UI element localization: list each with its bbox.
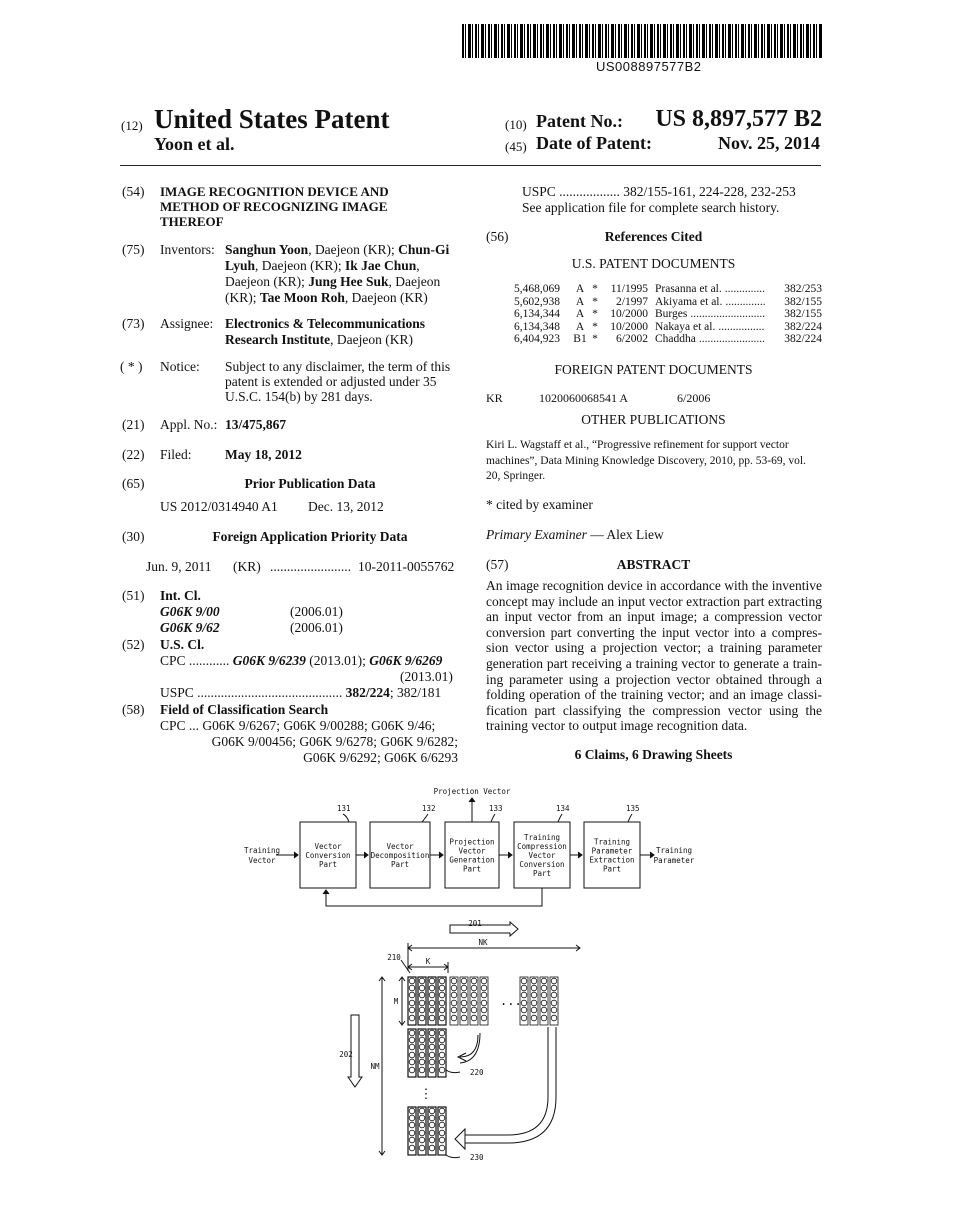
label-nm: NM xyxy=(370,1062,380,1071)
ref-star: * xyxy=(592,320,598,333)
ref-210: 210 xyxy=(387,953,401,962)
notice-line: patent is extended or adjusted under 35 xyxy=(225,374,437,389)
cpc-version: (2013.01) xyxy=(400,669,453,684)
inventor-location: , Daejeon xyxy=(388,274,441,289)
block-label-line: Projection xyxy=(449,837,495,847)
ref-number: 6,404,923 xyxy=(514,333,560,345)
document-type: United States Patent xyxy=(154,104,390,134)
int-cl-label: Int. Cl. xyxy=(160,588,201,603)
block-label-line: Part xyxy=(390,860,410,869)
us-cl-label: U.S. Cl. xyxy=(160,637,205,652)
inventor-location: , Daejeon (KR); xyxy=(308,242,399,257)
ref-name: Nakaya et al. xyxy=(655,320,716,333)
uspc-search-line xyxy=(522,184,796,200)
claims-line: 6 Claims, 6 Drawing Sheets xyxy=(574,747,733,762)
vector-column xyxy=(450,977,458,1025)
abstract-line: an input vector from an input image; a compression vector xyxy=(486,609,822,625)
ref-dots: .............. xyxy=(724,283,765,295)
field-line: G06K 9/00456; G06K 9/6278; G06K 9/6282; xyxy=(211,734,458,749)
block-label-line: Decomposition xyxy=(370,851,430,860)
vector-column xyxy=(438,1107,446,1155)
appl-no-label: Appl. No.: xyxy=(160,417,218,432)
cited-by-examiner: * cited by examiner xyxy=(486,497,593,512)
assignee-name: Research Institute xyxy=(225,332,331,347)
prior-pub-heading: Prior Publication Data xyxy=(244,476,376,491)
references-heading: References Cited xyxy=(604,229,703,244)
block-ref-132: 132 xyxy=(422,804,436,813)
ref-number: 5,468,069 xyxy=(514,283,560,295)
abstract-line: concept may include an input vector extraction part extracting xyxy=(486,593,822,609)
vector-column xyxy=(428,1029,436,1077)
title-line: THEREOF xyxy=(160,214,224,229)
vector-column xyxy=(460,977,468,1025)
abstract-text xyxy=(486,578,822,734)
field-line: CPC ... G06K 9/6267; G06K 9/00288; G06K 9/46; xyxy=(160,718,436,733)
vector-column xyxy=(408,1029,416,1077)
abstract-line: generation part receiving a training vector to generate a train- xyxy=(486,655,822,671)
ellipsis-vertical: ⋮ xyxy=(419,1087,433,1102)
ref-date: 10/2000 xyxy=(610,308,648,320)
filed-date: May 18, 2012 xyxy=(225,447,302,462)
ref-dots: ................ xyxy=(718,320,765,333)
inventors xyxy=(225,242,460,306)
barcode xyxy=(462,24,822,58)
code-54: (54) xyxy=(122,184,145,199)
filed-label: Filed: xyxy=(160,447,192,462)
fd-country: KR xyxy=(486,391,503,405)
title-line: IMAGE RECOGNITION DEVICE AND xyxy=(160,184,389,199)
op-line: machines”, Data Mining Knowledge Discovery, 2010, pp. 53-69, vol. xyxy=(486,454,806,467)
us-ref-row xyxy=(514,283,822,296)
abstract-line: ing parameter using a projection vector obtained through a xyxy=(486,671,822,687)
ref-date: 11/1995 xyxy=(610,283,648,295)
abstract-heading: ABSTRACT xyxy=(616,557,691,572)
ref-kind: A xyxy=(575,308,585,320)
label-m: M xyxy=(393,997,399,1006)
cpc-code: G06K 9/6239 xyxy=(232,653,306,668)
us-ref-row xyxy=(514,321,822,334)
field-line: G06K 9/6292; G06K 6/6293 xyxy=(303,750,458,765)
ref-star: * xyxy=(592,283,598,295)
code-21: (21) xyxy=(122,417,145,432)
publication-number: US008897577B2 xyxy=(596,59,702,74)
code-56: (56) xyxy=(486,229,509,244)
int-cl-code: G06K 9/62 xyxy=(160,620,220,635)
other-publication xyxy=(486,438,826,485)
inventor-short: Yoon et al. xyxy=(154,134,235,154)
assignee-location: , Daejeon (KR) xyxy=(330,332,413,347)
us-docs-heading: U.S. PATENT DOCUMENTS xyxy=(571,256,736,271)
foreign-ref-row xyxy=(486,390,711,406)
vector-column xyxy=(438,1029,446,1077)
int-cl-version: (2006.01) xyxy=(290,604,343,619)
notice-text xyxy=(225,359,460,404)
cpc-dots: ............ xyxy=(188,653,230,668)
int-cl-version: (2006.01) xyxy=(290,620,343,635)
block-label-line: Part xyxy=(318,860,338,869)
code-58: (58) xyxy=(122,702,145,717)
ref-class: 382/224 xyxy=(784,320,822,333)
code-51: (51) xyxy=(122,588,145,603)
fp-country: (KR) xyxy=(233,559,261,574)
uspc-label: USPC xyxy=(160,685,194,700)
assignee-name: Electronics & Telecommunications xyxy=(225,316,425,331)
code-22: (22) xyxy=(122,447,145,462)
vector-column xyxy=(418,1029,426,1077)
inventor-location: Daejeon (KR); xyxy=(225,274,309,289)
vector-column xyxy=(418,1107,426,1155)
punct: , xyxy=(416,258,420,273)
block-label-line: Extraction xyxy=(589,855,635,865)
fp-number: 10-2011-0055762 xyxy=(358,559,455,574)
vector-column xyxy=(530,977,538,1025)
notice-label: Notice: xyxy=(160,359,200,374)
op-line: Kiri L. Wagstaff et al., “Progressive refinement for support vector xyxy=(486,439,789,451)
inventor-name: Chun-Gi xyxy=(398,242,450,257)
us-references-table xyxy=(514,283,822,346)
folding-diagram xyxy=(330,915,590,1165)
fd-date: 6/2006 xyxy=(677,391,711,405)
code-10: (10) xyxy=(505,117,527,132)
uspc-line xyxy=(160,685,441,701)
vector-column xyxy=(480,977,488,1025)
ref-kind: A xyxy=(575,320,585,333)
abstract-line: fication part classifying the compression vector using the xyxy=(486,702,822,718)
assignee xyxy=(225,316,460,348)
inventor-location: (KR); xyxy=(225,290,260,305)
code-12: (12) xyxy=(121,118,143,133)
field-search-codes xyxy=(160,718,458,766)
label-projection-vector: Projection Vector xyxy=(433,787,511,796)
fp-dots: ........................ xyxy=(270,559,351,574)
code-57: (57) xyxy=(486,557,509,572)
label-k: K xyxy=(425,957,431,966)
block-ref-135: 135 xyxy=(626,804,640,813)
uspc-rest: ; 382/181 xyxy=(389,685,442,700)
cpc-version: (2013.01); xyxy=(305,653,370,668)
block-label-line: Part xyxy=(602,864,622,874)
date-of-patent: Nov. 25, 2014 xyxy=(717,133,820,153)
uspc-classes: 382/155-161, 224-228, 232-253 xyxy=(623,184,796,199)
block-label-line: Generation xyxy=(449,855,495,865)
block-label-line: Part xyxy=(532,869,552,878)
prior-pub-date: Dec. 13, 2012 xyxy=(308,499,384,514)
foreign-docs-heading: FOREIGN PATENT DOCUMENTS xyxy=(554,362,753,377)
inventor-name: Lyuh xyxy=(225,258,256,273)
ref-name: Burges xyxy=(655,308,688,320)
appl-no: 13/475,867 xyxy=(225,417,287,432)
cpc-line xyxy=(160,653,442,669)
block-label-line: Parameter xyxy=(591,846,633,856)
ref-kind: A xyxy=(575,283,585,295)
title-line: METHOD OF RECOGNIZING IMAGE xyxy=(160,199,388,214)
abstract-line: folding operation of the training vector; and an image classi- xyxy=(486,687,822,703)
block-ref-134: 134 xyxy=(556,804,570,813)
inventor-name: Sanghun Yoon xyxy=(225,242,309,257)
examiner-name: — Alex Liew xyxy=(586,527,664,542)
ref-star: * xyxy=(592,308,598,320)
block-label-line: Vector xyxy=(386,842,414,851)
code-30: (30) xyxy=(122,529,145,544)
block-label-line: Conversion xyxy=(519,860,565,869)
block-ref-133: 133 xyxy=(489,804,503,813)
uspc-dots: .................. xyxy=(559,184,620,199)
ref-dots: .......................... xyxy=(690,308,766,320)
abstract-line: conversion part converting the input vector into a compres- xyxy=(486,624,822,640)
ref-class: 382/253 xyxy=(784,283,822,295)
block-label-line: Training xyxy=(593,837,631,847)
inventor-location: , Daejeon (KR); xyxy=(255,258,346,273)
ref-date: 6/2002 xyxy=(616,333,648,345)
inventor-location: , Daejeon (KR) xyxy=(344,290,428,305)
block-label-line: Part xyxy=(462,864,482,874)
ref-number: 6,134,344 xyxy=(514,308,560,320)
us-ref-row xyxy=(514,333,822,346)
abstract-line: sion vector using a projection vector; a training parameter xyxy=(486,640,822,656)
patent-number: US 8,897,577 B2 xyxy=(655,106,822,132)
block-label-line: Vector xyxy=(314,842,342,851)
ref-class: 382/155 xyxy=(784,308,822,320)
assignee-label: Assignee: xyxy=(160,316,214,331)
ellipsis-horizontal: ... xyxy=(500,994,522,1008)
vector-column xyxy=(428,977,436,1025)
date-of-patent-label: Date of Patent: xyxy=(536,133,652,153)
block-ref-131: 131 xyxy=(337,804,351,813)
notice-line: U.S.C. 154(b) by 281 days. xyxy=(225,389,373,404)
label-input: Training xyxy=(243,846,281,855)
ref-name: Akiyama et al. xyxy=(655,295,723,308)
notice-line: Subject to any disclaimer, the term of this xyxy=(225,359,451,374)
other-pubs-heading: OTHER PUBLICATIONS xyxy=(581,412,726,427)
cpc-code: G06K 9/6269 xyxy=(369,653,443,668)
ref-star: * xyxy=(592,295,598,308)
header-rule xyxy=(120,165,821,166)
vector-column xyxy=(408,977,416,1025)
ref-name: Prasanna et al. xyxy=(655,283,722,295)
ref-kind: B1 xyxy=(573,333,587,345)
ref-date: 10/2000 xyxy=(610,320,648,333)
examiner-label: Primary Examiner xyxy=(486,527,587,542)
block-label-line: Vector xyxy=(458,846,486,856)
ref-220: 220 xyxy=(470,1068,484,1077)
ref-class: 382/155 xyxy=(784,295,822,308)
primary-examiner xyxy=(486,527,664,543)
field-search-heading: Field of Classification Search xyxy=(160,702,329,717)
block-label-line: Conversion xyxy=(305,851,351,860)
ref-class: 382/224 xyxy=(784,333,822,345)
inventors-label: Inventors: xyxy=(160,242,215,257)
block-diagram xyxy=(240,784,720,914)
abstract-line: An image recognition device in accordance with the inventive xyxy=(486,578,822,593)
us-ref-row xyxy=(514,308,822,321)
vector-column xyxy=(550,977,558,1025)
label-output: Training xyxy=(655,846,693,855)
label-output: Parameter xyxy=(653,856,695,865)
block-label-line: Compression xyxy=(517,842,567,851)
notice-code: ( * ) xyxy=(120,359,143,374)
label-nk: NK xyxy=(478,938,488,947)
ref-dots: .............. xyxy=(725,295,766,308)
vector-column xyxy=(408,1107,416,1155)
ref-date: 2/1997 xyxy=(616,295,648,308)
prior-pub-number: US 2012/0314940 A1 xyxy=(160,499,278,514)
label-input: Vector xyxy=(248,856,276,865)
ref-202: 202 xyxy=(339,1050,353,1059)
search-history-note: See application file for complete search history. xyxy=(522,200,780,215)
cpc-label: CPC xyxy=(160,653,186,668)
code-73: (73) xyxy=(122,316,145,331)
code-52: (52) xyxy=(122,637,145,652)
vector-column xyxy=(418,977,426,1025)
fp-date: Jun. 9, 2011 xyxy=(146,559,212,574)
vector-column xyxy=(470,977,478,1025)
vector-column xyxy=(428,1107,436,1155)
op-line: 20, Springer. xyxy=(486,470,546,482)
ref-kind: A xyxy=(575,295,585,308)
patent-no-label: Patent No.: xyxy=(536,111,623,131)
inventor-name: Tae Moon Roh xyxy=(259,290,345,305)
ref-number: 5,602,938 xyxy=(514,295,560,308)
fd-number: 1020060068541 A xyxy=(539,391,629,405)
int-cl-code: G06K 9/00 xyxy=(160,604,220,619)
ref-star: * xyxy=(592,333,598,345)
uspc-dots: ........................................... xyxy=(197,685,343,700)
uspc-main: 382/224 xyxy=(345,685,390,700)
ref-number: 6,134,348 xyxy=(514,320,560,333)
inventor-name: Jung Hee Suk xyxy=(308,274,389,289)
code-75: (75) xyxy=(122,242,145,257)
foreign-priority-heading: Foreign Application Priority Data xyxy=(212,529,408,544)
abstract-line: training vector to output image recognition data. xyxy=(486,718,748,734)
invention-title xyxy=(160,184,389,229)
ref-dots: ....................... xyxy=(698,333,766,345)
code-65: (65) xyxy=(122,476,145,491)
ref-name: Chaddha xyxy=(655,333,696,345)
block-label-line: Training xyxy=(523,833,561,842)
inventor-name: Ik Jae Chun xyxy=(345,258,417,273)
us-ref-row xyxy=(514,296,822,309)
block-label-line: Vector xyxy=(528,851,556,860)
vector-column xyxy=(438,977,446,1025)
uspc-label: USPC xyxy=(522,184,556,199)
ref-201: 201 xyxy=(468,919,482,928)
code-45: (45) xyxy=(505,139,527,154)
vector-column xyxy=(540,977,548,1025)
ref-230: 230 xyxy=(470,1153,484,1162)
